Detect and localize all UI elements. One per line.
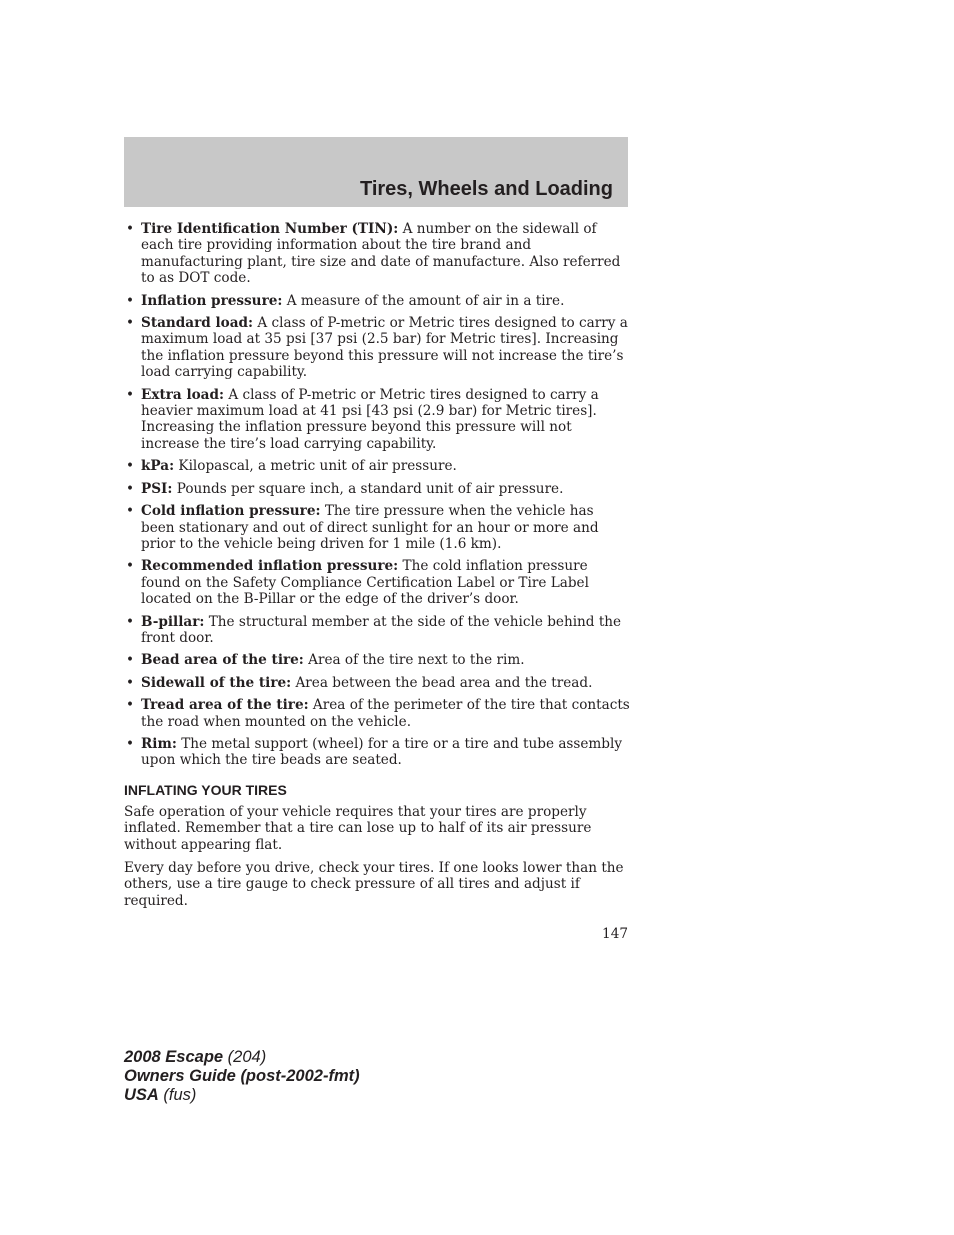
bullet-icon: • bbox=[126, 292, 135, 309]
definitions-list bbox=[124, 221, 630, 769]
definition-term: Cold inflation pressure: bbox=[141, 503, 321, 520]
page-content bbox=[124, 221, 630, 916]
definition-term: kPa: bbox=[141, 458, 175, 475]
definition-text: A measure of the amount of air in a tire. bbox=[282, 292, 565, 309]
definition-item bbox=[124, 481, 630, 497]
body-paragraph: Every day before you drive, check your tires. If one looks lower than the others, use a tire gauge to check pressure of all tires and adjust if required. bbox=[124, 860, 624, 909]
bullet-icon: • bbox=[126, 613, 135, 630]
definition-text: A number on the sidewall of each tire providing information about the tire brand and manufacturing plant, tire size and date of manufacture. Also referred to as DOT code. bbox=[141, 221, 621, 287]
footer-line-model bbox=[124, 1048, 360, 1067]
definition-item bbox=[124, 697, 630, 730]
definition-term: Recommended inflation pressure: bbox=[141, 558, 399, 575]
definition-item bbox=[124, 503, 630, 552]
definition-term: B-pillar: bbox=[141, 613, 205, 630]
definition-item bbox=[124, 652, 630, 668]
definition-term: Sidewall of the tire: bbox=[141, 674, 292, 691]
definition-text: Pounds per square inch, a standard unit of air pressure. bbox=[172, 480, 564, 497]
bullet-icon: • bbox=[126, 503, 135, 520]
definition-term: Tread area of the tire: bbox=[141, 697, 309, 714]
definition-text: The cold inflation pressure found on the Safety Compliance Certification Label or Tire Label located on the B-Pillar or the edge of the driver’s door. bbox=[141, 558, 589, 608]
definition-item bbox=[124, 736, 630, 769]
section-title: Tires, Wheels and Loading bbox=[359, 178, 613, 200]
footer-guide-name: Owners Guide (post-2002-fmt) bbox=[124, 1067, 360, 1085]
bullet-icon: • bbox=[126, 480, 135, 497]
section-header-band bbox=[124, 137, 628, 207]
definition-item bbox=[124, 675, 630, 691]
bullet-icon: • bbox=[126, 458, 135, 475]
subsection-heading: INFLATING YOUR TIRES bbox=[124, 781, 287, 798]
definition-term: Standard load: bbox=[141, 315, 254, 332]
bullet-icon: • bbox=[126, 674, 135, 691]
definition-text: A class of P-metric or Metric tires designed to carry a heavier maximum load at 41 psi [43 psi (2.9 bar) for Metric tires]. Increasing the inflation pressure beyond this pressure will not increase the tire’s load carrying capability. bbox=[141, 386, 599, 452]
definition-item bbox=[124, 458, 630, 474]
bullet-icon: • bbox=[126, 386, 135, 403]
page-number: 147 bbox=[602, 926, 628, 942]
footer-market-name: USA bbox=[124, 1086, 159, 1104]
footer-market-code: (fus) bbox=[158, 1086, 197, 1104]
definition-item bbox=[124, 387, 630, 453]
definition-term: Bead area of the tire: bbox=[141, 652, 304, 669]
footer-model-name: 2008 Escape bbox=[124, 1048, 224, 1066]
bullet-icon: • bbox=[126, 558, 135, 575]
definition-text: Area between the bead area and the tread. bbox=[291, 674, 593, 691]
footer-line-guide bbox=[124, 1067, 360, 1086]
definition-item bbox=[124, 221, 630, 287]
definition-term: PSI: bbox=[141, 480, 173, 497]
definition-text: The structural member at the side of the vehicle behind the front door. bbox=[141, 613, 622, 646]
bullet-icon: • bbox=[126, 697, 135, 714]
bullet-icon: • bbox=[126, 735, 135, 752]
document-footer bbox=[124, 1048, 360, 1105]
body-paragraph: Safe operation of your vehicle requires that your tires are properly inflated. Remember that a tire can lose up to half of its air pressure without appearing flat. bbox=[124, 803, 592, 853]
definition-text: Kilopascal, a metric unit of air pressure. bbox=[174, 458, 457, 475]
bullet-icon: • bbox=[126, 221, 135, 237]
definition-text: A class of P-metric or Metric tires designed to carry a maximum load at 35 psi [37 psi (2.5 bar) for Metric tires]. Increasing the inflation pressure beyond this pressure will not increase the tire’s load carrying capability. bbox=[141, 315, 628, 381]
definition-text: The metal support (wheel) for a tire or a tire and tube assembly upon which the tire beads are seated. bbox=[141, 735, 623, 769]
definition-text: Area of the tire next to the rim. bbox=[303, 652, 525, 669]
definition-text: Area of the perimeter of the tire that contacts the road when mounted on the vehicle. bbox=[141, 697, 630, 730]
bullet-icon: • bbox=[126, 315, 135, 332]
definition-item bbox=[124, 558, 630, 607]
definition-item bbox=[124, 293, 630, 309]
definition-text: The tire pressure when the vehicle has been stationary and out of direct sunlight for an hour or more and prior to the vehicle being driven for 1 mile (1.6 km). bbox=[141, 503, 599, 552]
definition-item bbox=[124, 614, 630, 647]
bullet-icon: • bbox=[126, 652, 135, 669]
footer-model-code: (204) bbox=[223, 1048, 267, 1066]
definition-term: Inflation pressure: bbox=[141, 292, 283, 309]
definition-term: Extra load: bbox=[141, 386, 225, 403]
definition-term: Tire Identification Number (TIN): bbox=[141, 221, 399, 237]
definition-item bbox=[124, 315, 630, 381]
footer-line-market bbox=[124, 1086, 360, 1105]
definition-term: Rim: bbox=[141, 735, 177, 752]
